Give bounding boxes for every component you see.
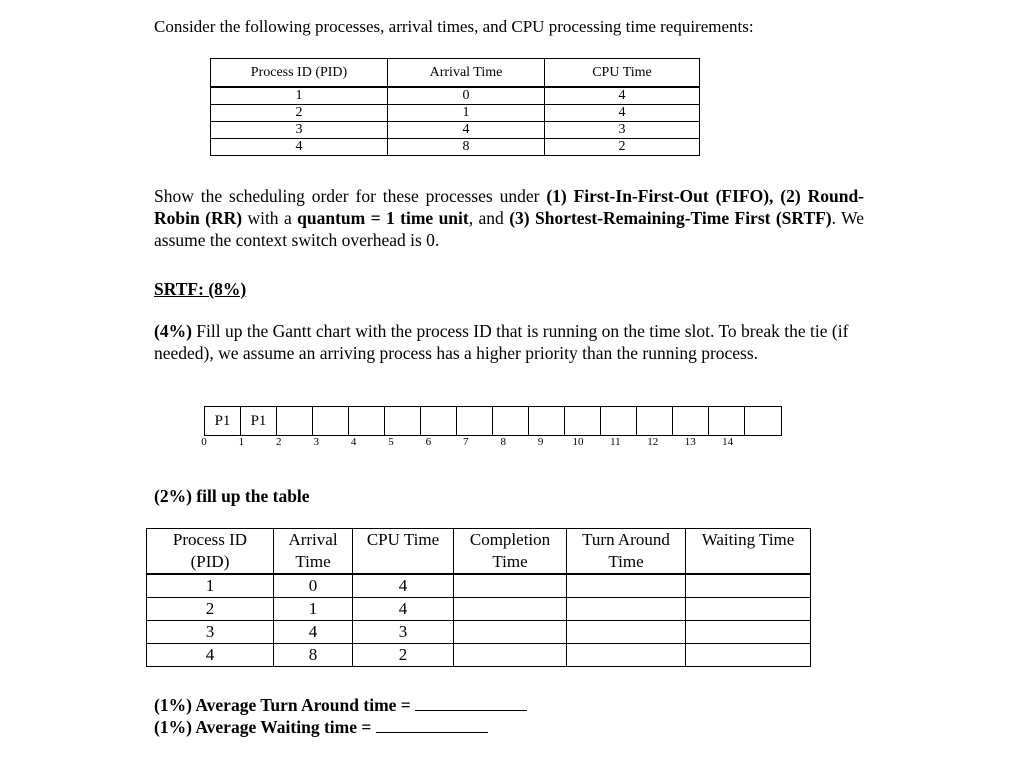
header-line: Waiting Time: [701, 530, 795, 549]
table-row: [147, 644, 811, 667]
table-cell: 4: [147, 644, 274, 667]
header-arrival: Arrival Time: [388, 59, 545, 88]
header-pid: Process ID (PID): [211, 59, 388, 88]
gantt-chart: [204, 406, 782, 436]
table-cell: 0: [388, 87, 545, 105]
table-cell: 4: [545, 105, 700, 122]
gantt-slot[interactable]: [709, 407, 745, 435]
instruction-text: Fill up the Gantt chart with the process ID that is running on the time slot. To break the tie (if needed), we assume an arriving process has a higher priority than the running process.: [154, 321, 849, 363]
gantt-instruction: [154, 320, 874, 364]
avg-waiting-label: (1%) Average Waiting time =: [154, 717, 372, 737]
gantt-tick-label: 12: [647, 436, 659, 448]
table-cell: 2: [545, 139, 700, 156]
table-header-row: [211, 59, 700, 88]
header-pid: [147, 529, 274, 575]
table-cell: 2: [211, 105, 388, 122]
gantt-tick-label: 7: [463, 436, 469, 448]
gantt-slot[interactable]: [313, 407, 349, 435]
header-turnaround: [567, 529, 686, 575]
answer-table: [146, 528, 811, 667]
table-cell: 1: [388, 105, 545, 122]
header-cpu: CPU Time: [545, 59, 700, 88]
table-row: [211, 139, 700, 156]
avg-turnaround-label: (1%) Average Turn Around time =: [154, 695, 411, 715]
gantt-slot[interactable]: [277, 407, 313, 435]
gantt-tick-label: 8: [500, 436, 506, 448]
table-cell: 4: [353, 574, 454, 598]
waiting-input[interactable]: [686, 644, 811, 667]
question-text: Show the scheduling order for these processes under: [154, 186, 547, 206]
gantt-tick-label: 13: [684, 436, 696, 448]
gantt-tick-label: 3: [313, 436, 319, 448]
table-row: [211, 87, 700, 105]
question-text: . We assume the context switch overhead is 0.: [154, 208, 864, 250]
completion-input[interactable]: [454, 598, 567, 621]
header-arrival: [274, 529, 353, 575]
table-row: [147, 598, 811, 621]
question-bold: (1) First-In-First-Out (FIFO), (2) Round-Robin (RR): [154, 186, 865, 228]
header-completion: [454, 529, 567, 575]
header-cpu: [353, 529, 454, 575]
table-cell: 3: [353, 621, 454, 644]
header-line: (PID): [190, 552, 230, 571]
header-line: Completion: [469, 530, 551, 549]
gantt-slot[interactable]: [637, 407, 673, 435]
table-cell: 4: [353, 598, 454, 621]
completion-input[interactable]: [454, 621, 567, 644]
gantt-tick-label: 5: [388, 436, 394, 448]
header-line: Time: [608, 552, 644, 571]
gantt-tick-label: 2: [276, 436, 282, 448]
gantt-slot[interactable]: [493, 407, 529, 435]
gantt-tick-label: 9: [537, 436, 544, 448]
turnaround-input[interactable]: [567, 621, 686, 644]
avg-turnaround-line: [154, 694, 527, 716]
gantt-slot[interactable]: [565, 407, 601, 435]
avg-waiting-blank[interactable]: [376, 716, 488, 733]
table-cell: 3: [211, 122, 388, 139]
gantt-tick-label: 0: [201, 436, 207, 448]
table-cell: 1: [274, 598, 353, 621]
gantt-slot[interactable]: [673, 407, 709, 435]
question-text: , and: [468, 208, 510, 228]
gantt-tick-label: 10: [572, 436, 584, 448]
instruction-points: (4%): [154, 321, 192, 341]
question-bold: quantum = 1 time unit: [297, 208, 469, 228]
table-cell: 1: [211, 87, 388, 105]
table-cell: 4: [388, 122, 545, 139]
table-instruction: (2%) fill up the table: [154, 486, 310, 506]
table-row: [147, 621, 811, 644]
completion-input[interactable]: [454, 644, 567, 667]
question-text: with a: [242, 208, 298, 228]
gantt-slot[interactable]: [745, 407, 781, 435]
gantt-slot[interactable]: P1: [205, 407, 241, 435]
avg-turnaround-blank[interactable]: [415, 694, 527, 711]
table-cell: 3: [545, 122, 700, 139]
section-title: SRTF: (8%): [154, 279, 247, 299]
table-row: [147, 574, 811, 598]
question-bold: (3) Shortest-Remaining-Time First (SRTF): [509, 208, 832, 228]
gantt-tick-label: 6: [425, 436, 432, 448]
waiting-input[interactable]: [686, 621, 811, 644]
table-cell: 1: [147, 574, 274, 598]
table-cell: 8: [388, 139, 545, 156]
header-line: Arrival: [288, 530, 338, 549]
header-line: Process ID: [172, 530, 248, 549]
header-line: Time: [492, 552, 528, 571]
turnaround-input[interactable]: [567, 574, 686, 598]
intro-text: Consider the following processes, arrival times, and CPU processing time requirements:: [154, 17, 754, 36]
waiting-input[interactable]: [686, 598, 811, 621]
question-paragraph: [154, 185, 864, 251]
header-line: Time: [295, 552, 331, 571]
table-cell: 4: [211, 139, 388, 156]
gantt-tick-label: 4: [350, 436, 357, 448]
completion-input[interactable]: [454, 574, 567, 598]
gantt-slot[interactable]: [601, 407, 637, 435]
gantt-slot[interactable]: [349, 407, 385, 435]
table-cell: 8: [274, 644, 353, 667]
table-cell: 2: [353, 644, 454, 667]
header-waiting: [686, 529, 811, 575]
table-row: [211, 122, 700, 139]
gantt-tick-label: 14: [722, 436, 734, 448]
gantt-slot[interactable]: [421, 407, 457, 435]
gantt-tick-label: 1: [238, 436, 245, 448]
header-line: CPU Time: [366, 530, 440, 549]
table-row: [211, 105, 700, 122]
turnaround-input[interactable]: [567, 598, 686, 621]
avg-waiting-line: [154, 716, 488, 738]
header-line: Turn Around: [582, 530, 670, 549]
gantt-time-axis: [196, 436, 756, 452]
gantt-slot[interactable]: [529, 407, 565, 435]
table-cell: 2: [147, 598, 274, 621]
table-cell: 4: [545, 87, 700, 105]
table-cell: 0: [274, 574, 353, 598]
table-cell: 3: [147, 621, 274, 644]
turnaround-input[interactable]: [567, 644, 686, 667]
gantt-slot[interactable]: P1: [241, 407, 277, 435]
gantt-slot[interactable]: [385, 407, 421, 435]
waiting-input[interactable]: [686, 574, 811, 598]
table-cell: 4: [274, 621, 353, 644]
gantt-tick-label: 11: [610, 436, 621, 448]
table-header-row: [147, 529, 811, 575]
gantt-slot[interactable]: [457, 407, 493, 435]
process-table: [210, 58, 700, 156]
